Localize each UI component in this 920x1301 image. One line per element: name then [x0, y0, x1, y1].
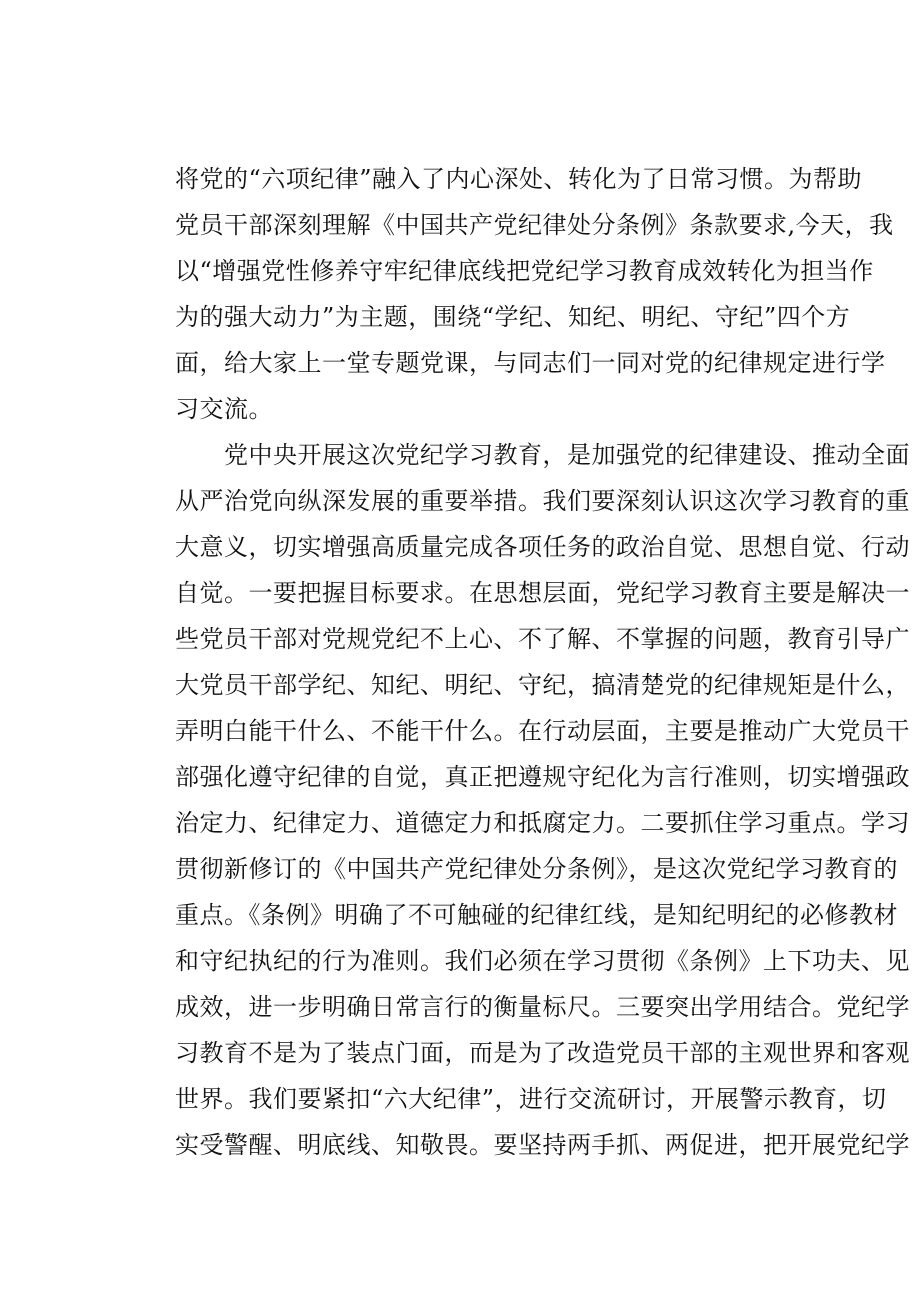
text-line: 世界。我们要紧扣“六大纪律”，进行交流研讨，开展警示教育，切	[175, 1085, 887, 1113]
text-line: 面，给大家上一堂专题党课，与同志们一同对党的纪律规定进行学	[175, 349, 886, 377]
text-line: 党中央开展这次党纪学习教育，是加强党的纪律建设、推动全面	[175, 441, 910, 469]
text-line: 弄明白能干什么、不能干什么。在行动层面，主要是推动广大党员干	[175, 717, 910, 745]
text-line: 成效，进一步明确日常言行的衡量标尺。三要突出学用结合。党纪学	[175, 993, 910, 1021]
text-line: 将党的“六项纪律”融入了内心深处、转化为了日常习惯。为帮助	[175, 165, 863, 193]
text-line: 些党员干部对党规党纪不上心、不了解、不掌握的问题，教育引导广	[175, 625, 910, 653]
text-line: 自觉。一要把握目标要求。在思想层面，党纪学习教育主要是解决一	[175, 579, 910, 607]
text-line: 大党员干部学纪、知纪、明纪、守纪，搞清楚党的纪律规矩是什么，	[175, 671, 910, 699]
text-line: 实受警醒、明底线、知敬畏。要坚持两手抓、两促进，把开展党纪学	[175, 1131, 910, 1159]
text-line: 为的强大动力”为主题，围绕“学纪、知纪、明纪、守纪”四个方	[175, 303, 851, 331]
text-line: 贯彻新修订的《中国共产党纪律处分条例》，是这次党纪学习教育的	[175, 855, 898, 883]
text-line: 从严治党向纵深发展的重要举措。我们要深刻认识这次学习教育的重	[175, 487, 910, 515]
text-line: 党员干部深刻理解《中国共产党纪律处分条例》条款要求,今天，我	[175, 211, 894, 239]
text-line: 部强化遵守纪律的自觉，真正把遵规守纪化为言行准则，切实增强政	[175, 763, 910, 791]
text-line: 习教育不是为了装点门面，而是为了改造党员干部的主观世界和客观	[175, 1039, 910, 1067]
text-line: 以“增强党性修养守牢纪律底线把党纪学习教育成效转化为担当作	[175, 257, 874, 285]
text-line: 重点。《条例》明确了不可触碰的纪律红线，是知纪明纪的必修教材	[175, 901, 898, 929]
text-line: 大意义，切实增强高质量完成各项任务的政治自觉、思想自觉、行动	[175, 533, 910, 561]
text-line: 和守纪执纪的行为准则。我们必须在学习贯彻《条例》上下功夫、见	[175, 947, 910, 975]
text-line: 治定力、纪律定力、道德定力和抵腐定力。二要抓住学习重点。学习	[175, 809, 910, 837]
body-text	[175, 156, 910, 1168]
text-line: 习交流。	[175, 395, 273, 423]
